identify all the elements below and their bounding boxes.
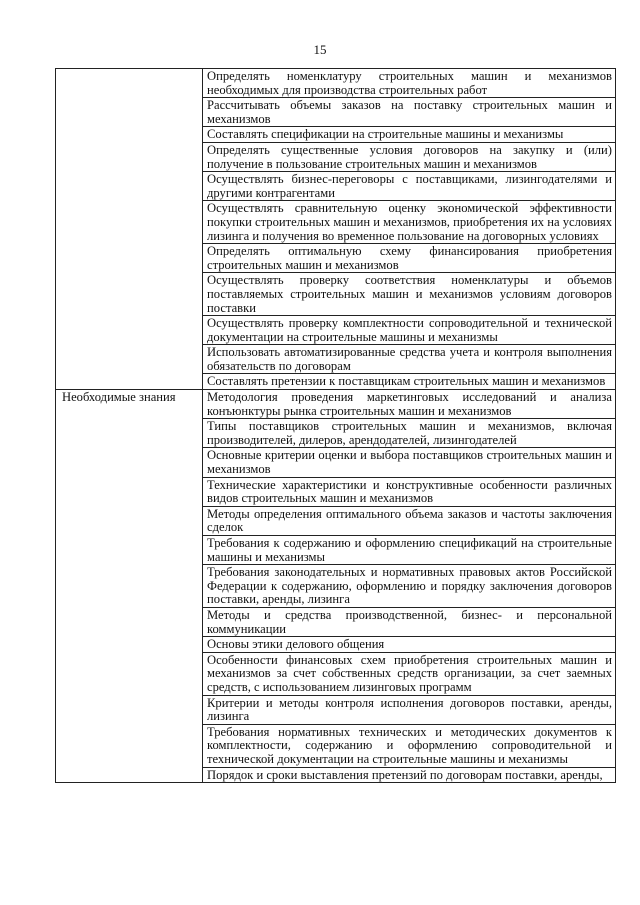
requirement-item: Технические характеристики и конструктивные особенности различных видов строительных машин и механизмов	[203, 477, 616, 506]
requirement-item: Осуществлять бизнес-переговоры с поставщиками, лизингодателями и другими контрагентами	[203, 172, 616, 201]
section-label-empty	[56, 69, 203, 390]
requirement-item: Особенности финансовых схем приобретения строительных машин и механизмов за счет собственных средств организации, за счет заемных средств, с использованием лизинговых программ	[203, 652, 616, 695]
requirement-item: Осуществлять проверку соответствия номенклатуры и объемов поставляемых строительных машин и механизмов условиям договоров поставки	[203, 273, 616, 316]
requirement-item: Методология проведения маркетинговых исследований и анализа конъюнктуры рынка строительных машин и механизмов	[203, 390, 616, 419]
requirement-item: Критерии и методы контроля исполнения договоров поставки, аренды, лизинга	[203, 695, 616, 724]
requirement-item: Определять оптимальную схему финансирования приобретения строительных машин и механизмов	[203, 244, 616, 273]
requirement-item: Методы определения оптимального объема заказов и частоты заключения сделок	[203, 506, 616, 535]
requirement-item: Составлять претензии к поставщикам строительных машин и механизмов	[203, 374, 616, 390]
page-number: 15	[313, 42, 327, 57]
requirement-item: Типы поставщиков строительных машин и механизмов, включая производителей, дилеров, арендодателей, лизингодателей	[203, 419, 616, 448]
requirement-item: Основы этики делового общения	[203, 637, 616, 653]
requirements-table-body	[56, 69, 616, 783]
requirement-item: Порядок и сроки выставления претензий по договорам поставки, аренды,	[203, 767, 616, 783]
requirement-item: Требования законодательных и нормативных правовых актов Российской Федерации к содержанию, оформлению и порядку заключения договоров поставки, аренды, лизинга	[203, 565, 616, 608]
table-row	[56, 69, 616, 98]
requirement-item: Определять номенклатуру строительных машин и механизмов необходимых для производства строительных работ	[203, 69, 616, 98]
requirements-table	[55, 68, 616, 783]
requirement-item: Требования к содержанию и оформлению спецификаций на строительные машины и механизмы	[203, 536, 616, 565]
requirement-item: Осуществлять проверку комплектности сопроводительной и технической документации на строительные машины и механизмы	[203, 316, 616, 345]
requirement-item: Основные критерии оценки и выбора поставщиков строительных машин и механизмов	[203, 448, 616, 477]
table-row	[56, 390, 616, 419]
requirement-item: Требования нормативных технических и методических документов к комплектности, содержанию и оформлению сопроводительной и технической документации на строительные машины и механизмы	[203, 724, 616, 767]
requirement-item: Рассчитывать объемы заказов на поставку строительных машин и механизмов	[203, 98, 616, 127]
requirement-item: Использовать автоматизированные средства учета и контроля выполнения обязательств по договорам	[203, 345, 616, 374]
requirement-item: Определять существенные условия договоров на закупку и (или) получение в пользование строительных машин и механизмов	[203, 142, 616, 171]
requirement-item: Осуществлять сравнительную оценку экономической эффективности покупки строительных машин и механизмов, приобретения их на условиях лизинга и получения во временное пользование на договорных условиях	[203, 201, 616, 244]
section-label: Необходимые знания	[56, 390, 203, 783]
requirement-item: Составлять спецификации на строительные машины и механизмы	[203, 127, 616, 143]
requirement-item: Методы и средства производственной, бизнес- и персональной коммуникации	[203, 607, 616, 636]
